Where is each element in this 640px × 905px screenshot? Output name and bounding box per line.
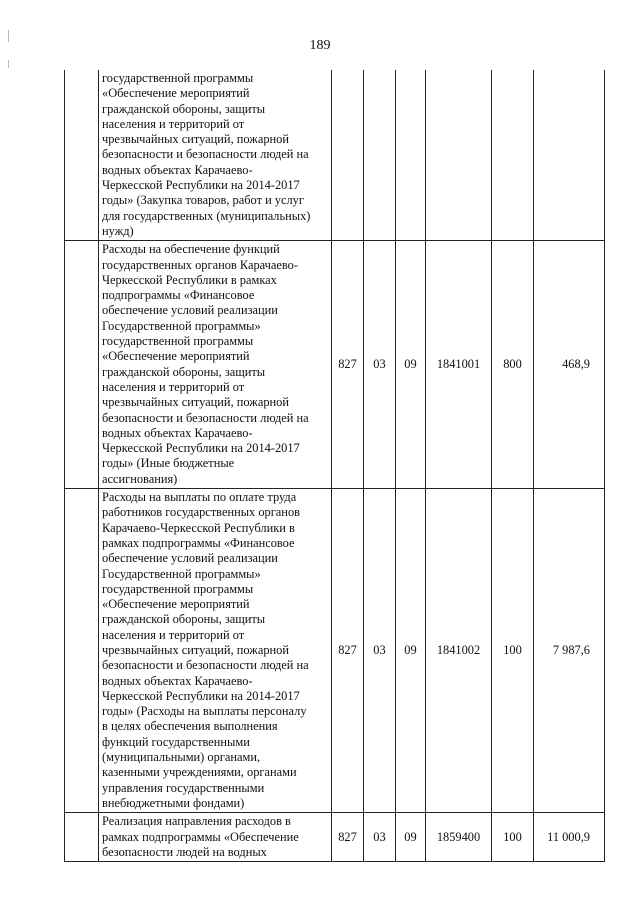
- ministry-code-cell: 827: [332, 489, 364, 813]
- table-row: [65, 489, 605, 813]
- subsection-code-cell: 09: [396, 813, 426, 862]
- table-row: [65, 241, 605, 489]
- table-row: [65, 70, 605, 241]
- ministry-code-cell: 827: [332, 813, 364, 862]
- subsection-code-cell: 09: [396, 241, 426, 489]
- expense-type-cell: 100: [492, 813, 534, 862]
- subsection-code-cell: [396, 70, 426, 241]
- target-article-cell: 1841002: [426, 489, 492, 813]
- row-number-cell: [65, 241, 99, 489]
- expense-type-cell: [492, 70, 534, 241]
- page-number: 189: [309, 38, 331, 53]
- amount-cell: [534, 70, 605, 241]
- budget-table: [64, 70, 605, 862]
- description-cell: Реализация направления расходов в рамках подпрограммы «Обеспечение безопасности людей на водных: [99, 813, 332, 862]
- description-cell: Расходы на выплаты по оплате труда работников государственных органов Карачаево-Черкесской Республики в рамках подпрограммы «Финансовое обеспечение условий реализации Государственной программы» государственной программы «Обеспечение мероприятий гражданской обороны, защиты населения и территорий от чрезвычайных ситуаций, пожарной безопасности и безопасности людей на водных объектах Карачаево- Черкесской Республики на 2014-2017 годы» (Расходы на выплаты персоналу в целях обеспечения выполнения функций государственными (муниципальными) органами, казенными учреждениями, органами управления государственными внебюджетными фондами): [99, 489, 332, 813]
- section-code-cell: 03: [364, 241, 396, 489]
- amount-cell: 468,9: [534, 241, 605, 489]
- description-cell: государственной программы «Обеспечение мероприятий гражданской обороны, защиты населения и территорий от чрезвычайных ситуаций, пожарной безопасности и безопасности людей на водных объектах Карачаево- Черкесской Республики на 2014-2017 годы» (Закупка товаров, работ и услуг для государственных (муниципальных) нужд): [99, 70, 332, 241]
- target-article-cell: [426, 70, 492, 241]
- description-cell: Расходы на обеспечение функций государственных органов Карачаево- Черкесской Республики в рамках подпрограммы «Финансовое обеспечение условий реализации Государственной программы» государственной программы «Обеспечение мероприятий гражданской обороны, защиты населения и территорий от чрезвычайных ситуаций, пожарной безопасности и безопасности людей на водных объектах Карачаево- Черкесской Республики на 2014-2017 годы» (Иные бюджетные ассигнования): [99, 241, 332, 489]
- expense-type-cell: 800: [492, 241, 534, 489]
- target-article-cell: 1841001: [426, 241, 492, 489]
- row-number-cell: [65, 813, 99, 862]
- section-code-cell: 03: [364, 813, 396, 862]
- row-number-cell: [65, 70, 99, 241]
- row-number-cell: [65, 489, 99, 813]
- amount-cell: 7 987,6: [534, 489, 605, 813]
- amount-cell: 11 000,9: [534, 813, 605, 862]
- target-article-cell: 1859400: [426, 813, 492, 862]
- subsection-code-cell: 09: [396, 489, 426, 813]
- expense-type-cell: 100: [492, 489, 534, 813]
- section-code-cell: [364, 70, 396, 241]
- ministry-code-cell: [332, 70, 364, 241]
- section-code-cell: 03: [364, 489, 396, 813]
- margin-mark: [8, 60, 9, 68]
- table-row: [65, 813, 605, 862]
- ministry-code-cell: 827: [332, 241, 364, 489]
